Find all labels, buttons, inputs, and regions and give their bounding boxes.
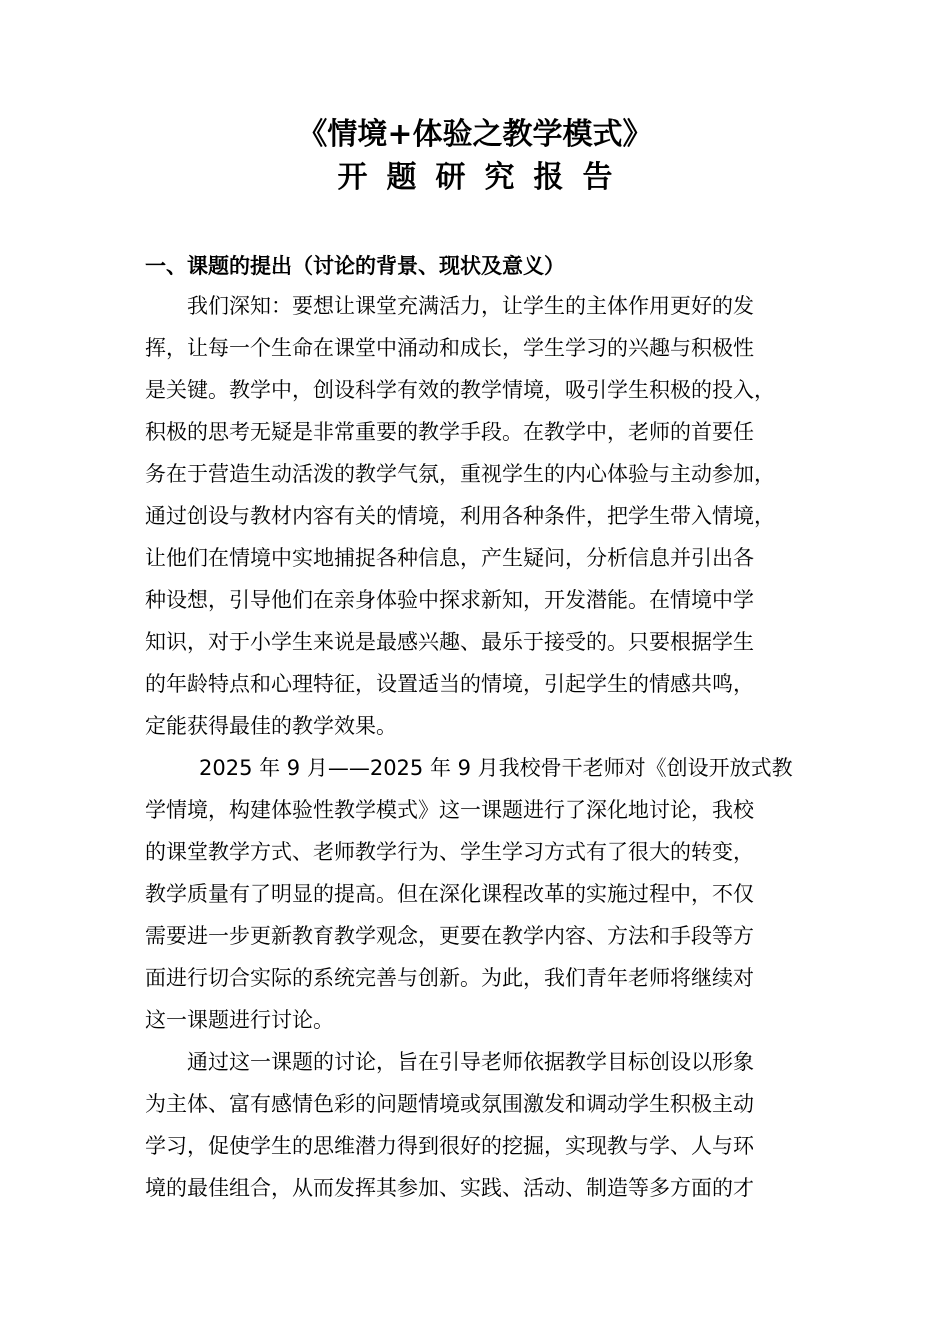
paragraph-1-line: 挥，让每一个生命在课堂中涌动和成长，学生学习的兴趣与积极性 — [145, 336, 754, 360]
paragraph-2-line: 的课堂教学方式、老师教学行为、学生学习方式有了很大的转变， — [145, 840, 754, 864]
paragraph-2-line: 这一课题进行讨论。 — [145, 1008, 334, 1032]
paragraph-3-line: 为主体、富有感情色彩的问题情境或氛围激发和调动学生积极主动 — [145, 1092, 754, 1116]
paragraph-1-line: 种设想，引导他们在亲身体验中探求新知，开发潜能。在情境中学 — [145, 588, 754, 612]
paragraph-2-line: 2025 年 9 月——2025 年 9 月我校骨干老师对《创设开放式教 — [199, 756, 793, 780]
paragraph-1-line: 让他们在情境中实地捕捉各种信息，产生疑问，分析信息并引出各 — [145, 546, 754, 570]
section-heading: 一、课题的提出（讨论的背景、现状及意义） — [145, 254, 565, 278]
paragraph-3-line: 境的最佳组合，从而发挥其参加、实践、活动、制造等多方面的才 — [145, 1176, 754, 1200]
report-title: 《情境+体验之教学模式》 — [297, 117, 653, 152]
paragraph-2-line: 学情境，构建体验性教学模式》这一课题进行了深化地讨论，我校 — [145, 798, 754, 822]
paragraph-1-line: 知识，对于小学生来说是最感兴趣、最乐于接受的。只要根据学生 — [145, 630, 754, 654]
paragraph-1-line: 积极的思考无疑是非常重要的教学手段。在教学中，老师的首要任 — [145, 420, 754, 444]
paragraph-1-line: 通过创设与教材内容有关的情境，利用各种条件，把学生带入情境， — [145, 504, 775, 528]
paragraph-2-line: 教学质量有了明显的提高。但在深化课程改革的实施过程中，不仅 — [145, 882, 754, 906]
paragraph-1-line: 的年龄特点和心理特征，设置适当的情境，引起学生的情感共鸣， — [145, 672, 754, 696]
paragraph-2-line: 面进行切合实际的系统完善与创新。为此，我们青年老师将继续对 — [145, 966, 754, 990]
paragraph-1-line: 我们深知：要想让课堂充满活力，让学生的主体作用更好的发 — [187, 294, 754, 318]
report-subtitle: 开题研究报告 — [337, 160, 632, 195]
paragraph-1-line: 定能获得最佳的教学效果。 — [145, 714, 397, 738]
paragraph-2-line: 需要进一步更新教育教学观念，更要在教学内容、方法和手段等方 — [145, 924, 754, 948]
paragraph-1-line: 务在于营造生动活泼的教学气氛，重视学生的内心体验与主动参加， — [145, 462, 775, 486]
paragraph-3-line: 学习，促使学生的思维潜力得到很好的挖掘，实现教与学、人与环 — [145, 1134, 754, 1158]
paragraph-1-line: 是关键。教学中，创设科学有效的教学情境，吸引学生积极的投入， — [145, 378, 775, 402]
paragraph-3-line: 通过这一课题的讨论，旨在引导老师依据教学目标创设以形象 — [187, 1050, 754, 1074]
